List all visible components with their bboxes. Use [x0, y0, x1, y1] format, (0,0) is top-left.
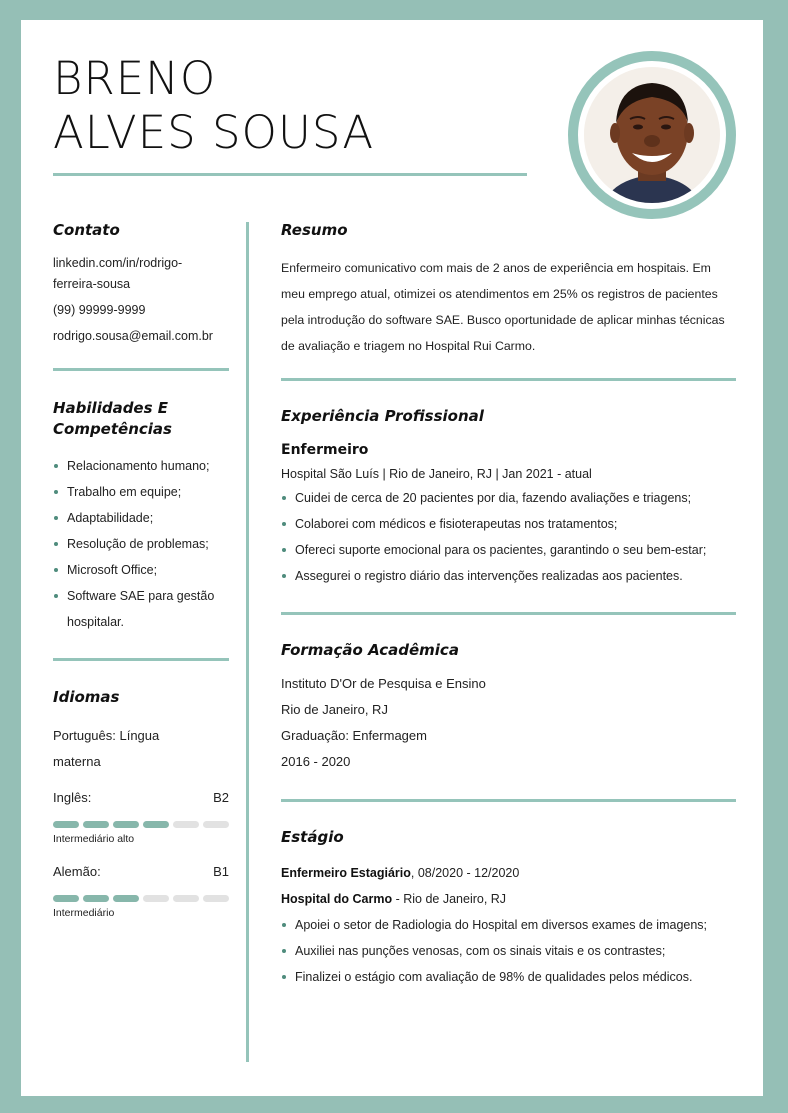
section-divider — [281, 799, 736, 802]
internship-title: Estágio — [281, 828, 344, 846]
skills-title — [53, 398, 229, 440]
skill-item: Trabalho em equipe; — [53, 479, 229, 505]
language-item-german — [53, 862, 229, 919]
contact-title: Contato — [53, 221, 120, 239]
skill-item: Microsoft Office; — [53, 557, 229, 583]
profile-photo-frame — [568, 51, 736, 219]
education-location: Rio de Janeiro, RJ — [281, 702, 388, 717]
language-name: Alemão: — [53, 864, 101, 879]
education-institution: Instituto D'Or de Pesquisa e Ensino — [281, 676, 486, 691]
profile-photo — [584, 67, 720, 203]
skill-item: Adaptabilidade; — [53, 505, 229, 531]
sidebar — [53, 220, 229, 919]
internship-role-line — [281, 860, 736, 886]
bar-segment-filled — [83, 821, 109, 828]
language-description: Intermediário — [53, 907, 115, 919]
skills-list — [53, 453, 229, 635]
skill-item: Relacionamento humano; — [53, 453, 229, 479]
job-bullets — [281, 485, 736, 589]
education-section — [281, 640, 736, 802]
languages-title: Idiomas — [53, 688, 120, 706]
job-meta: Hospital São Luís | Rio de Janeiro, RJ | Jan 2021 - atual — [281, 467, 592, 481]
last-name: ALVES SOUSA — [53, 106, 375, 159]
experience-section — [281, 406, 736, 615]
bar-segment-empty — [143, 895, 169, 902]
internship-bullet: Apoiei o setor de Radiologia do Hospital em diversos exames de imagens; — [281, 912, 736, 938]
internship-role: Enfermeiro Estagiário — [281, 866, 411, 880]
proficiency-bar — [53, 821, 229, 828]
internship-section — [281, 827, 736, 990]
internship-company-line — [281, 886, 736, 912]
contact-section — [53, 220, 229, 371]
person-portrait-icon — [584, 67, 720, 203]
linkedin-line-1: linkedin.com/in/rodrigo- — [53, 256, 183, 270]
language-description: Intermediário alto — [53, 833, 135, 845]
name-underline — [53, 173, 527, 176]
job-bullet: Cuidei de cerca de 20 pacientes por dia, fazendo avaliações e triagens; — [281, 485, 736, 511]
education-degree: Graduação: Enfermagem — [281, 728, 427, 743]
skill-item: Software SAE para gestão hospitalar. — [53, 583, 229, 635]
bar-segment-filled — [53, 895, 79, 902]
internship-company: Hospital do Carmo — [281, 892, 393, 906]
section-divider — [53, 658, 229, 661]
bar-segment-filled — [113, 821, 139, 828]
proficiency-bar — [53, 895, 229, 902]
bar-segment-empty — [203, 895, 229, 902]
job-entry — [281, 442, 736, 589]
candidate-name — [53, 52, 374, 160]
linkedin-line-2: ferreira-sousa — [53, 277, 131, 291]
linkedin-link[interactable] — [53, 253, 229, 295]
language-level: B2 — [213, 790, 229, 805]
job-role: Enfermeiro — [281, 442, 369, 458]
skills-title-line-2: Competências — [53, 420, 172, 438]
bar-segment-empty — [203, 821, 229, 828]
native-language: Português: Língua materna — [53, 728, 160, 769]
summary-title: Resumo — [281, 221, 348, 239]
education-entry — [281, 671, 736, 775]
resume-page — [21, 20, 763, 1096]
main-content — [281, 220, 736, 990]
language-level: B1 — [213, 864, 229, 879]
job-bullet: Colaborei com médicos e fisioterapeutas nos tratamentos; — [281, 511, 736, 537]
section-divider — [281, 378, 736, 381]
languages-section — [53, 687, 229, 919]
phone-number: (99) 99999-9999 — [53, 303, 146, 317]
internship-bullets — [281, 912, 736, 990]
language-item-english — [53, 788, 229, 845]
education-period: 2016 - 2020 — [281, 754, 351, 769]
first-name: BRENO — [53, 52, 217, 105]
email-link[interactable]: rodrigo.sousa@email.com.br — [53, 329, 213, 343]
skills-title-line-1: Habilidades E — [53, 399, 169, 417]
bar-segment-empty — [173, 821, 199, 828]
summary-text: Enfermeiro comunicativo com mais de 2 anos de experiência em hospitais. Em meu emprego atual, otimizei os atendimentos em 25% os registros de pacientes pela introdução do software SAE. Busco oportunidade de aplicar minhas técnicas de avaliação e triagem no Hospital Rui Carmo. — [281, 261, 725, 353]
bar-segment-filled — [53, 821, 79, 828]
education-title: Formação Acadêmica — [281, 641, 459, 659]
internship-bullet: Auxiliei nas punções venosas, com os sinais vitais e os contrastes; — [281, 938, 736, 964]
internship-period: , 08/2020 - 12/2020 — [410, 866, 520, 880]
bar-segment-filled — [113, 895, 139, 902]
internship-bullet: Finalizei o estágio com avaliação de 98% de qualidades pelos médicos. — [281, 964, 736, 990]
job-bullet: Ofereci suporte emocional para os pacientes, garantindo o seu bem-estar; — [281, 537, 736, 563]
internship-location: - Rio de Janeiro, RJ — [392, 892, 507, 906]
column-divider — [246, 222, 249, 1062]
skill-item: Resolução de problemas; — [53, 531, 229, 557]
job-bullet: Assegurei o registro diário das intervenções realizadas aos pacientes. — [281, 563, 736, 589]
section-divider — [281, 612, 736, 615]
language-name: Inglês: — [53, 790, 92, 805]
bar-segment-filled — [143, 821, 169, 828]
skills-section — [53, 398, 229, 661]
experience-title: Experiência Profissional — [281, 407, 484, 425]
bar-segment-empty — [173, 895, 199, 902]
section-divider — [53, 368, 229, 371]
bar-segment-filled — [83, 895, 109, 902]
summary-section — [281, 220, 736, 381]
